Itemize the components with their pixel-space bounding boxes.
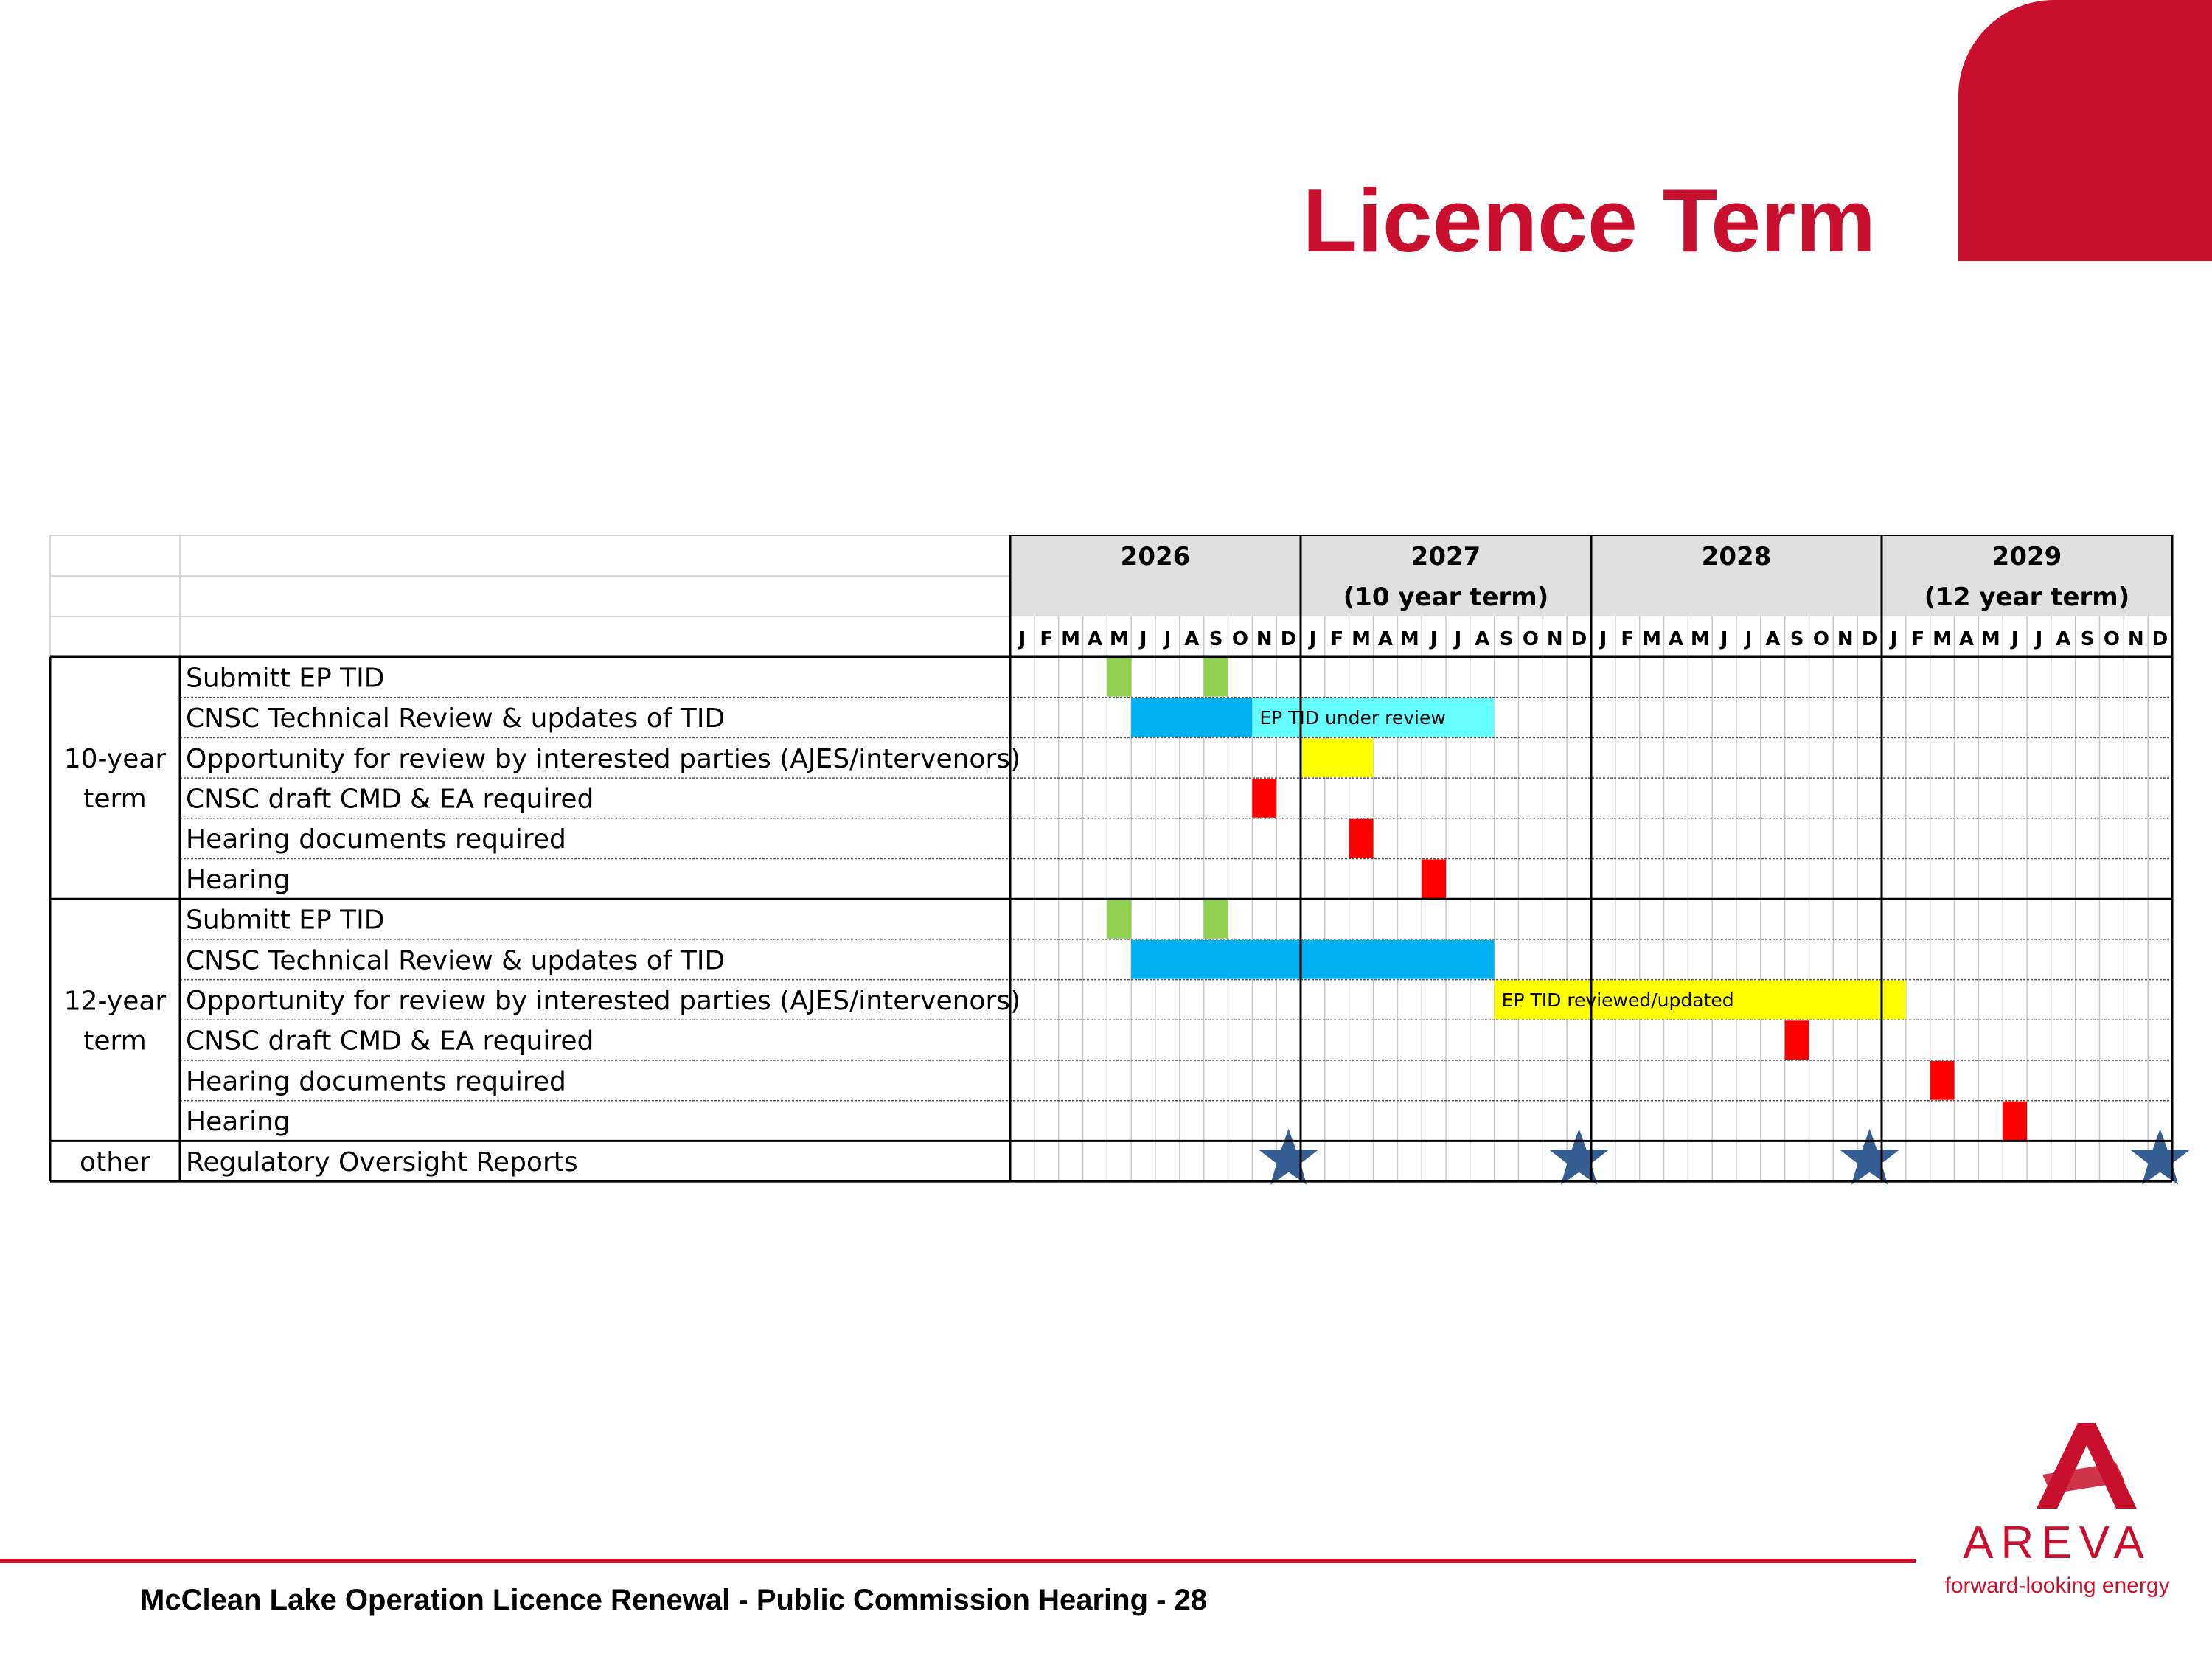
month-label: O xyxy=(1812,628,1829,650)
month-label: A xyxy=(2056,628,2071,650)
month-label: N xyxy=(2127,628,2144,650)
month-label: J xyxy=(1164,628,1172,650)
task-label: CNSC Technical Review & updates of TID xyxy=(186,703,726,734)
bar-red xyxy=(1930,1061,1955,1100)
task-label: CNSC Technical Review & updates of TID xyxy=(186,945,726,976)
month-label: J xyxy=(1309,628,1317,650)
month-label: S xyxy=(1208,628,1223,650)
bar-yellow xyxy=(1301,738,1374,777)
month-label: J xyxy=(2011,628,2019,650)
bar-green xyxy=(1107,658,1131,697)
bar-red xyxy=(2003,1102,2027,1141)
star-icon xyxy=(1840,1129,1899,1185)
month-label: J xyxy=(1720,628,1728,650)
group-label: term xyxy=(83,784,147,815)
month-label: J xyxy=(2035,628,2043,650)
task-label: Submitt EP TID xyxy=(186,663,385,694)
month-label: N xyxy=(1837,628,1854,650)
month-label: M xyxy=(1109,628,1129,650)
page-title: Licence Term xyxy=(1302,170,1876,271)
logo-wordmark: AREVA xyxy=(1963,1517,2152,1568)
month-label: J xyxy=(1430,628,1438,650)
month-label: D xyxy=(1571,628,1587,650)
month-label: N xyxy=(1256,628,1273,650)
year-term-label: (10 year term) xyxy=(1343,582,1549,612)
month-label: M xyxy=(1933,628,1952,650)
month-label: M xyxy=(1642,628,1662,650)
bar-red xyxy=(1422,860,1446,899)
year-label: 2027 xyxy=(1411,542,1481,571)
month-label: A xyxy=(1184,628,1200,650)
footer-text: McClean Lake Operation Licence Renewal - Public Commission Hearing - 28 xyxy=(140,1584,1208,1616)
task-label: CNSC draft CMD & EA required xyxy=(186,784,594,815)
month-label: O xyxy=(1522,628,1539,650)
month-label: M xyxy=(1399,628,1419,650)
month-label: A xyxy=(1475,628,1490,650)
month-label: J xyxy=(1890,628,1898,650)
month-label: J xyxy=(1599,628,1607,650)
logo-tagline: forward-looking energy xyxy=(1944,1573,2170,1598)
month-label: J xyxy=(1139,628,1147,650)
month-label: M xyxy=(1352,628,1371,650)
areva-logo xyxy=(1932,1423,2197,1607)
month-label: S xyxy=(2080,628,2095,650)
star-icon xyxy=(1259,1129,1318,1185)
task-label: Submitt EP TID xyxy=(186,905,385,936)
year-label: 2026 xyxy=(1120,542,1191,571)
footer-divider xyxy=(0,1559,1916,1563)
year-term-label: (12 year term) xyxy=(1924,582,2130,612)
task-label: Regulatory Oversight Reports xyxy=(186,1147,578,1178)
task-label: Opportunity for review by interested parties (AJES/intervenors) xyxy=(186,985,1021,1016)
bar-green xyxy=(1204,658,1228,697)
areva-a-logo-icon xyxy=(1932,1423,2197,1526)
bar-label: EP TID under review xyxy=(1259,707,1446,729)
task-label: Hearing documents required xyxy=(186,1066,566,1097)
month-label: F xyxy=(1040,628,1054,650)
star-icon xyxy=(2131,1129,2190,1185)
month-label: M xyxy=(1061,628,1081,650)
task-label: CNSC draft CMD & EA required xyxy=(186,1026,594,1057)
group-label: 12-year xyxy=(63,986,167,1017)
month-label: F xyxy=(1330,628,1344,650)
bar-blue xyxy=(1131,698,1252,737)
group-label: 10-year xyxy=(63,744,167,775)
month-label: A xyxy=(1765,628,1781,650)
year-label: 2029 xyxy=(1992,542,2062,571)
task-label: Opportunity for review by interested parties (AJES/intervenors) xyxy=(186,743,1021,774)
group-label: other xyxy=(80,1147,150,1178)
bar-green xyxy=(1204,900,1228,939)
month-label: A xyxy=(1958,628,1974,650)
star-icon xyxy=(1550,1129,1609,1185)
month-label: F xyxy=(1621,628,1635,650)
month-label: M xyxy=(1980,628,2000,650)
month-label: J xyxy=(1454,628,1462,650)
month-label: D xyxy=(1861,628,1878,650)
month-label: A xyxy=(1377,628,1393,650)
month-label: D xyxy=(2152,628,2168,650)
month-label: A xyxy=(1087,628,1102,650)
month-label: S xyxy=(1499,628,1514,650)
year-label: 2028 xyxy=(1701,542,1772,571)
bar-red xyxy=(1252,779,1276,818)
month-label: J xyxy=(1018,628,1026,650)
month-label: S xyxy=(1790,628,1804,650)
month-label: J xyxy=(1745,628,1753,650)
bar-blue xyxy=(1131,940,1495,979)
bar-label: EP TID reviewed/updated xyxy=(1501,989,1734,1011)
month-label: F xyxy=(1911,628,1925,650)
bar-green xyxy=(1107,900,1131,939)
group-label: term xyxy=(83,1026,147,1057)
month-label: O xyxy=(2103,628,2120,650)
task-label: Hearing xyxy=(186,1107,291,1138)
month-label: A xyxy=(1668,628,1683,650)
task-label: Hearing documents required xyxy=(186,824,566,855)
month-label: M xyxy=(1690,628,1710,650)
task-label: Hearing xyxy=(186,864,291,895)
bar-red xyxy=(1349,819,1374,858)
bar-red xyxy=(1785,1020,1809,1060)
month-label: D xyxy=(1280,628,1297,650)
month-label: O xyxy=(1231,628,1248,650)
month-label: N xyxy=(1546,628,1563,650)
